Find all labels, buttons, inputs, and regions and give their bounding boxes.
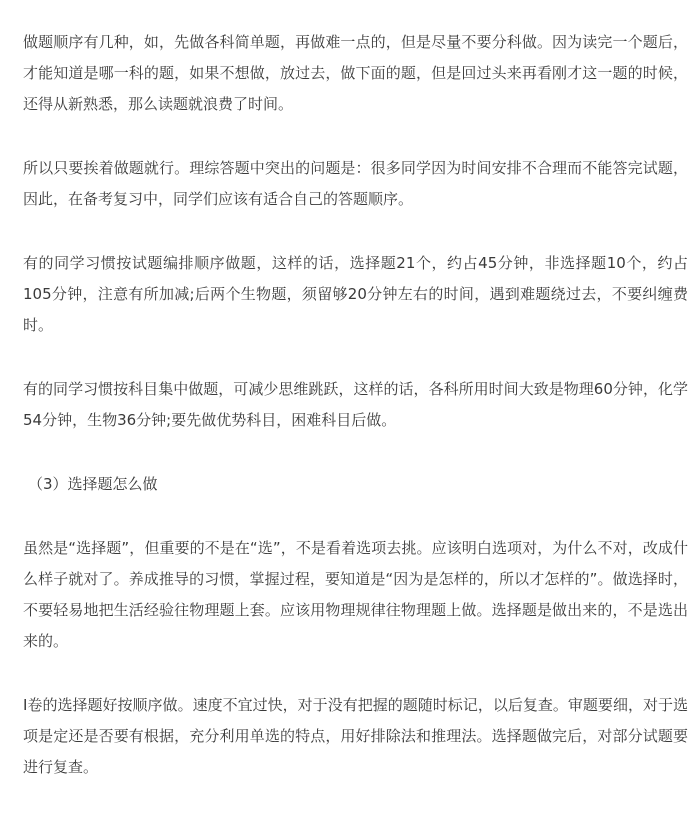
paragraph-sequential-answering: 所以只要挨着做题就行。理综答题中突出的问题是：很多同学因为时间安排不合理而不能答完试题，因此，在备考复习中，同学们应该有适合自己的答题顺序。 xyxy=(23,159,688,208)
paragraph-multiple-choice-reasoning: 虽然是“选择题”，但重要的不是在“选”，不是看着选项去挑。应该明白选项对，为什么不对，改成什么样子就对了。养成推导的习惯，掌握过程，要知道是“因为是怎样的，所以才怎样的”。做选择时，不要轻易地把生活经验往物理题上套。应该用物理规律往物理题上做。选择题是做出来的，不是选出来的。 xyxy=(23,539,688,650)
paragraph-answer-order: 做题顺序有几种，如，先做各科简单题，再做难一点的，但是尽量不要分科做。因为读完一个题后，才能知道是哪一科的题，如果不想做，放过去，做下面的题，但是回过头来再看刚才这一题的时候，还得从新熟悉，那么读题就浪费了时间。 xyxy=(23,33,688,113)
paragraph-by-subject: 有的同学习惯按科目集中做题，可减少思维跳跃，这样的话，各科所用时间大致是物理60分钟，化学54分钟，生物36分钟;要先做优势科目，困难科目后做。 xyxy=(23,380,688,429)
paragraph-by-question-order: 有的同学习惯按试题编排顺序做题，这样的话，选择题21个，约占45分钟，非选择题10个，约占105分钟，注意有所加减;后两个生物题，须留够20分钟左右的时间，遇到难题绕过去，不要纠缠费时。 xyxy=(23,254,688,334)
article-body xyxy=(23,27,688,783)
section-heading-multiple-choice: （3）选择题怎么做 xyxy=(28,475,158,493)
paragraph-paper-one-choice: Ⅰ卷的选择题好按顺序做。速度不宜过快，对于没有把握的题随时标记，以后复查。审题要细，对于选项是定还是否要有根据，充分利用单选的特点，用好排除法和推理法。选择题做完后，对部分试题要进行复查。 xyxy=(23,696,688,776)
